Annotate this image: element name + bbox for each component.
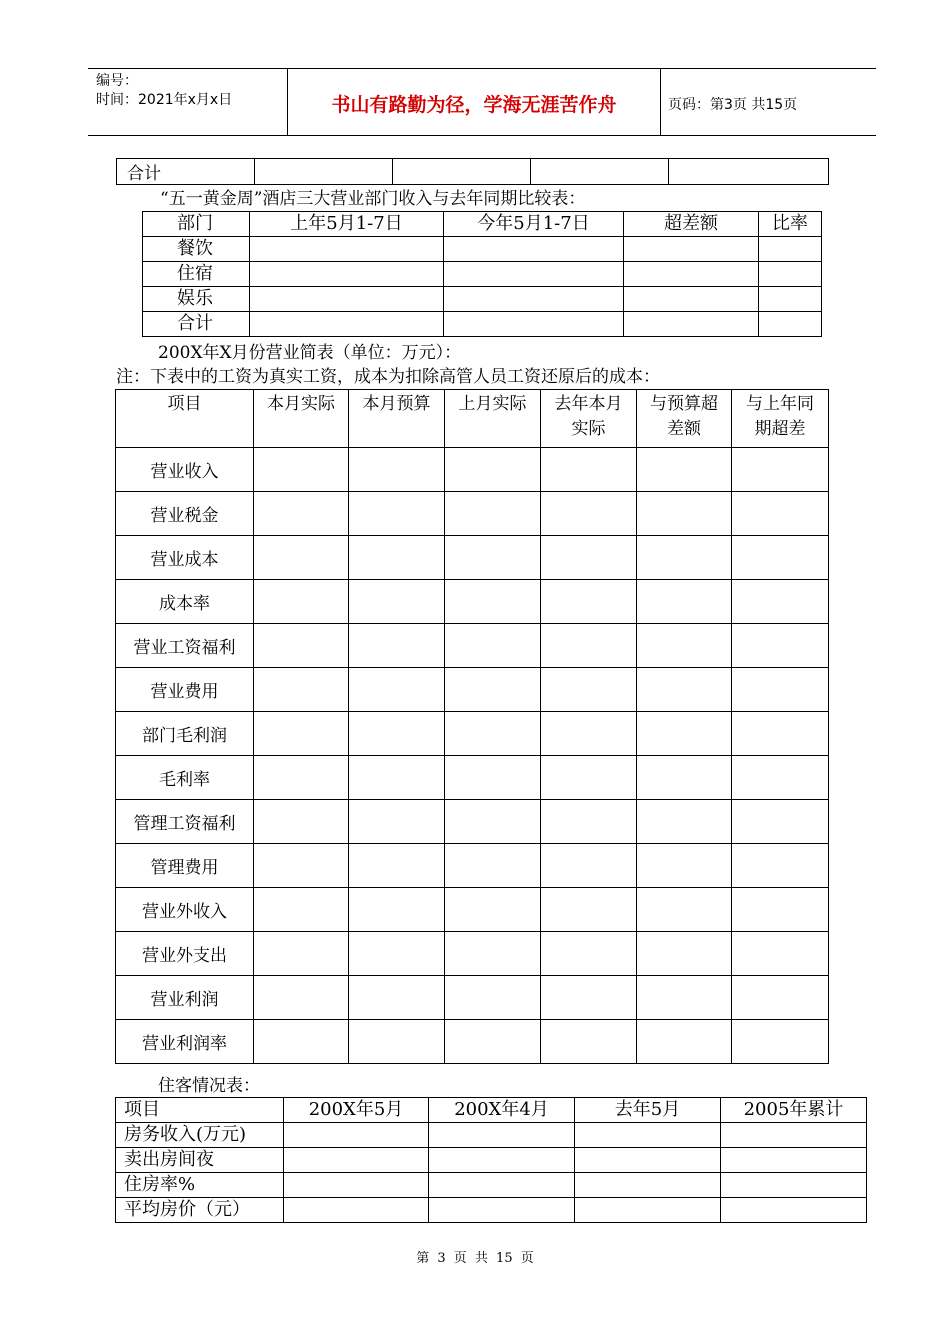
table-row	[116, 844, 829, 888]
table-row	[143, 237, 822, 262]
table-cell	[637, 536, 732, 580]
column-header: 本月实际	[254, 390, 349, 448]
table-cell	[254, 844, 349, 888]
table-cell	[349, 844, 445, 888]
row-label: 卖出房间夜	[116, 1148, 284, 1173]
row-label: 营业利润率	[116, 1020, 254, 1064]
table-cell	[541, 448, 637, 492]
table-cell	[429, 1198, 575, 1223]
table-cell	[250, 312, 444, 337]
table-cell	[445, 536, 541, 580]
table-cell	[624, 262, 759, 287]
table-cell	[541, 536, 637, 580]
row-label: 住房率%	[116, 1173, 284, 1198]
table-cell	[255, 159, 393, 185]
table-cell	[445, 668, 541, 712]
column-header: 上年5月1-7日	[250, 212, 444, 237]
row-label: 营业收入	[116, 448, 254, 492]
table-cell	[637, 712, 732, 756]
table-cell	[349, 800, 445, 844]
table-cell	[445, 492, 541, 536]
table-cell: 合计	[117, 159, 255, 185]
table-cell	[349, 712, 445, 756]
guest-status-table	[115, 1097, 867, 1223]
table-cell	[445, 580, 541, 624]
table-cell	[732, 976, 829, 1020]
table-row	[116, 536, 829, 580]
table-cell	[541, 888, 637, 932]
table-cell	[637, 888, 732, 932]
table-row	[117, 159, 829, 185]
row-label: 平均房价（元）	[116, 1198, 284, 1223]
table-cell	[349, 976, 445, 1020]
row-label: 成本率	[116, 580, 254, 624]
table-row	[116, 448, 829, 492]
row-label: 营业工资福利	[116, 624, 254, 668]
table-cell	[732, 932, 829, 976]
table-cell	[254, 800, 349, 844]
table-cell	[254, 976, 349, 1020]
table-cell	[250, 262, 444, 287]
table-cell	[759, 262, 822, 287]
table-cell	[541, 712, 637, 756]
header-motto: 书山有路勤为径，学海无涯苦作舟	[331, 94, 617, 116]
table-header-row	[116, 390, 829, 448]
table-cell	[732, 800, 829, 844]
row-label: 营业外支出	[116, 932, 254, 976]
table-cell	[254, 756, 349, 800]
table-cell	[721, 1148, 867, 1173]
table-cell	[254, 492, 349, 536]
table-cell	[541, 580, 637, 624]
row-label: 营业利润	[116, 976, 254, 1020]
table-cell	[254, 932, 349, 976]
table-cell	[624, 237, 759, 262]
table-row	[116, 756, 829, 800]
table-cell	[624, 312, 759, 337]
row-label: 住宿	[143, 262, 250, 287]
table-cell	[732, 668, 829, 712]
golden-week-comparison-table	[142, 211, 822, 337]
table-cell	[445, 932, 541, 976]
column-header: 部门	[143, 212, 250, 237]
table-cell	[541, 1020, 637, 1064]
document-time-label: 时间：2021年x月x日	[96, 92, 233, 108]
table-cell	[284, 1173, 429, 1198]
table-row	[116, 1173, 867, 1198]
table-cell	[637, 800, 732, 844]
table-cell	[254, 888, 349, 932]
table-cell	[445, 976, 541, 1020]
table-row	[116, 712, 829, 756]
table-cell	[445, 888, 541, 932]
table-cell	[444, 262, 624, 287]
table-cell	[759, 237, 822, 262]
row-label: 营业外收入	[116, 888, 254, 932]
table-cell	[637, 932, 732, 976]
table-cell	[393, 159, 531, 185]
row-label: 营业税金	[116, 492, 254, 536]
table-cell	[444, 287, 624, 312]
table-cell	[250, 287, 444, 312]
table-cell	[349, 536, 445, 580]
table-cell	[445, 800, 541, 844]
table-row	[143, 262, 822, 287]
column-header: 去年本月实际	[541, 390, 637, 448]
table-cell	[541, 844, 637, 888]
table-cell	[541, 624, 637, 668]
table-cell	[575, 1123, 721, 1148]
table-cell	[349, 580, 445, 624]
table-row	[116, 492, 829, 536]
table-cell	[732, 580, 829, 624]
table-cell	[429, 1173, 575, 1198]
row-label: 部门毛利润	[116, 712, 254, 756]
header-divider-2	[660, 68, 661, 136]
table-cell	[732, 844, 829, 888]
column-header: 本月预算	[349, 390, 445, 448]
monthly-business-summary-table	[115, 389, 829, 1064]
table-cell	[254, 624, 349, 668]
column-header: 去年5月	[575, 1098, 721, 1123]
table-row	[116, 668, 829, 712]
column-header: 与预算超差额	[637, 390, 732, 448]
table-row	[116, 580, 829, 624]
table-cell	[732, 888, 829, 932]
table-cell	[732, 492, 829, 536]
table-cell	[445, 712, 541, 756]
column-header: 200X年5月	[284, 1098, 429, 1123]
golden-week-table-caption: “五一黄金周”酒店三大营业部门收入与去年同期比较表：	[160, 189, 586, 209]
table-cell	[254, 668, 349, 712]
table-row	[116, 932, 829, 976]
table-cell	[575, 1173, 721, 1198]
monthly-summary-caption: 200X年X月份营业简表（单位：万元）：	[158, 343, 462, 363]
table-cell	[732, 624, 829, 668]
row-label: 房务收入(万元)	[116, 1123, 284, 1148]
table-cell	[624, 287, 759, 312]
table-cell	[637, 492, 732, 536]
table-row	[143, 312, 822, 337]
column-header: 超差额	[624, 212, 759, 237]
table-cell	[444, 312, 624, 337]
column-header: 项目	[116, 390, 254, 448]
table-cell	[732, 756, 829, 800]
table-cell	[349, 1020, 445, 1064]
table-cell	[284, 1198, 429, 1223]
row-label: 娱乐	[143, 287, 250, 312]
column-header: 与上年同期超差	[732, 390, 829, 448]
row-label: 营业费用	[116, 668, 254, 712]
table-cell	[732, 1020, 829, 1064]
table-cell	[429, 1148, 575, 1173]
page-footer: 第 3 页 共 15 页	[416, 1251, 534, 1266]
table-cell	[349, 888, 445, 932]
table-cell	[637, 976, 732, 1020]
table-cell	[732, 448, 829, 492]
table-cell	[637, 668, 732, 712]
table-cell	[429, 1123, 575, 1148]
table-header-row	[116, 1098, 867, 1123]
column-header: 今年5月1-7日	[444, 212, 624, 237]
table-cell	[284, 1123, 429, 1148]
table-row	[116, 1020, 829, 1064]
table-header-row	[143, 212, 822, 237]
table-cell	[575, 1198, 721, 1223]
header-top-rule	[88, 68, 876, 69]
row-label: 营业成本	[116, 536, 254, 580]
table-cell	[575, 1148, 721, 1173]
table-cell	[444, 237, 624, 262]
table-row	[116, 1198, 867, 1223]
table-row	[116, 1123, 867, 1148]
column-header: 比率	[759, 212, 822, 237]
row-label: 管理费用	[116, 844, 254, 888]
table-cell	[721, 1123, 867, 1148]
guest-status-caption: 住客情况表：	[158, 1076, 260, 1096]
table-row	[116, 1148, 867, 1173]
table-row	[116, 624, 829, 668]
column-header: 2005年累计	[721, 1098, 867, 1123]
table-cell	[445, 1020, 541, 1064]
table-cell	[531, 159, 669, 185]
table-cell	[349, 756, 445, 800]
document-number-label: 编号：	[96, 73, 138, 89]
table-cell	[759, 287, 822, 312]
monthly-summary-note: 注：下表中的工资为真实工资，成本为扣除高管人员工资还原后的成本：	[116, 367, 660, 387]
row-label: 餐饮	[143, 237, 250, 262]
table-cell	[349, 932, 445, 976]
row-label: 毛利率	[116, 756, 254, 800]
table-cell	[541, 976, 637, 1020]
table-cell	[250, 237, 444, 262]
table-row	[116, 888, 829, 932]
table-cell	[445, 844, 541, 888]
table-cell	[637, 624, 732, 668]
table-cell	[445, 448, 541, 492]
table-cell	[254, 448, 349, 492]
table-cell	[541, 800, 637, 844]
table-cell	[254, 712, 349, 756]
header-page-indicator: 页码：第3页 共15页	[668, 97, 798, 113]
table-row	[116, 800, 829, 844]
table-cell	[445, 756, 541, 800]
table-cell	[349, 448, 445, 492]
total-row-table	[116, 158, 829, 185]
table-row	[143, 287, 822, 312]
table-cell	[254, 580, 349, 624]
table-cell	[541, 756, 637, 800]
table-cell	[349, 492, 445, 536]
table-cell	[349, 624, 445, 668]
table-cell	[669, 159, 829, 185]
row-label: 合计	[143, 312, 250, 337]
table-cell	[445, 624, 541, 668]
column-header: 项目	[116, 1098, 284, 1123]
table-cell	[637, 448, 732, 492]
table-cell	[254, 1020, 349, 1064]
table-cell	[732, 536, 829, 580]
table-cell	[284, 1148, 429, 1173]
table-cell	[541, 492, 637, 536]
table-cell	[759, 312, 822, 337]
table-cell	[254, 536, 349, 580]
row-label: 管理工资福利	[116, 800, 254, 844]
table-cell	[637, 1020, 732, 1064]
table-cell	[637, 580, 732, 624]
table-cell	[721, 1198, 867, 1223]
header-bottom-rule	[88, 135, 876, 136]
column-header: 上月实际	[445, 390, 541, 448]
table-row	[116, 976, 829, 1020]
table-cell	[721, 1173, 867, 1198]
table-cell	[349, 668, 445, 712]
column-header: 200X年4月	[429, 1098, 575, 1123]
table-cell	[732, 712, 829, 756]
table-cell	[541, 668, 637, 712]
table-cell	[541, 932, 637, 976]
table-cell	[637, 844, 732, 888]
table-cell	[637, 756, 732, 800]
